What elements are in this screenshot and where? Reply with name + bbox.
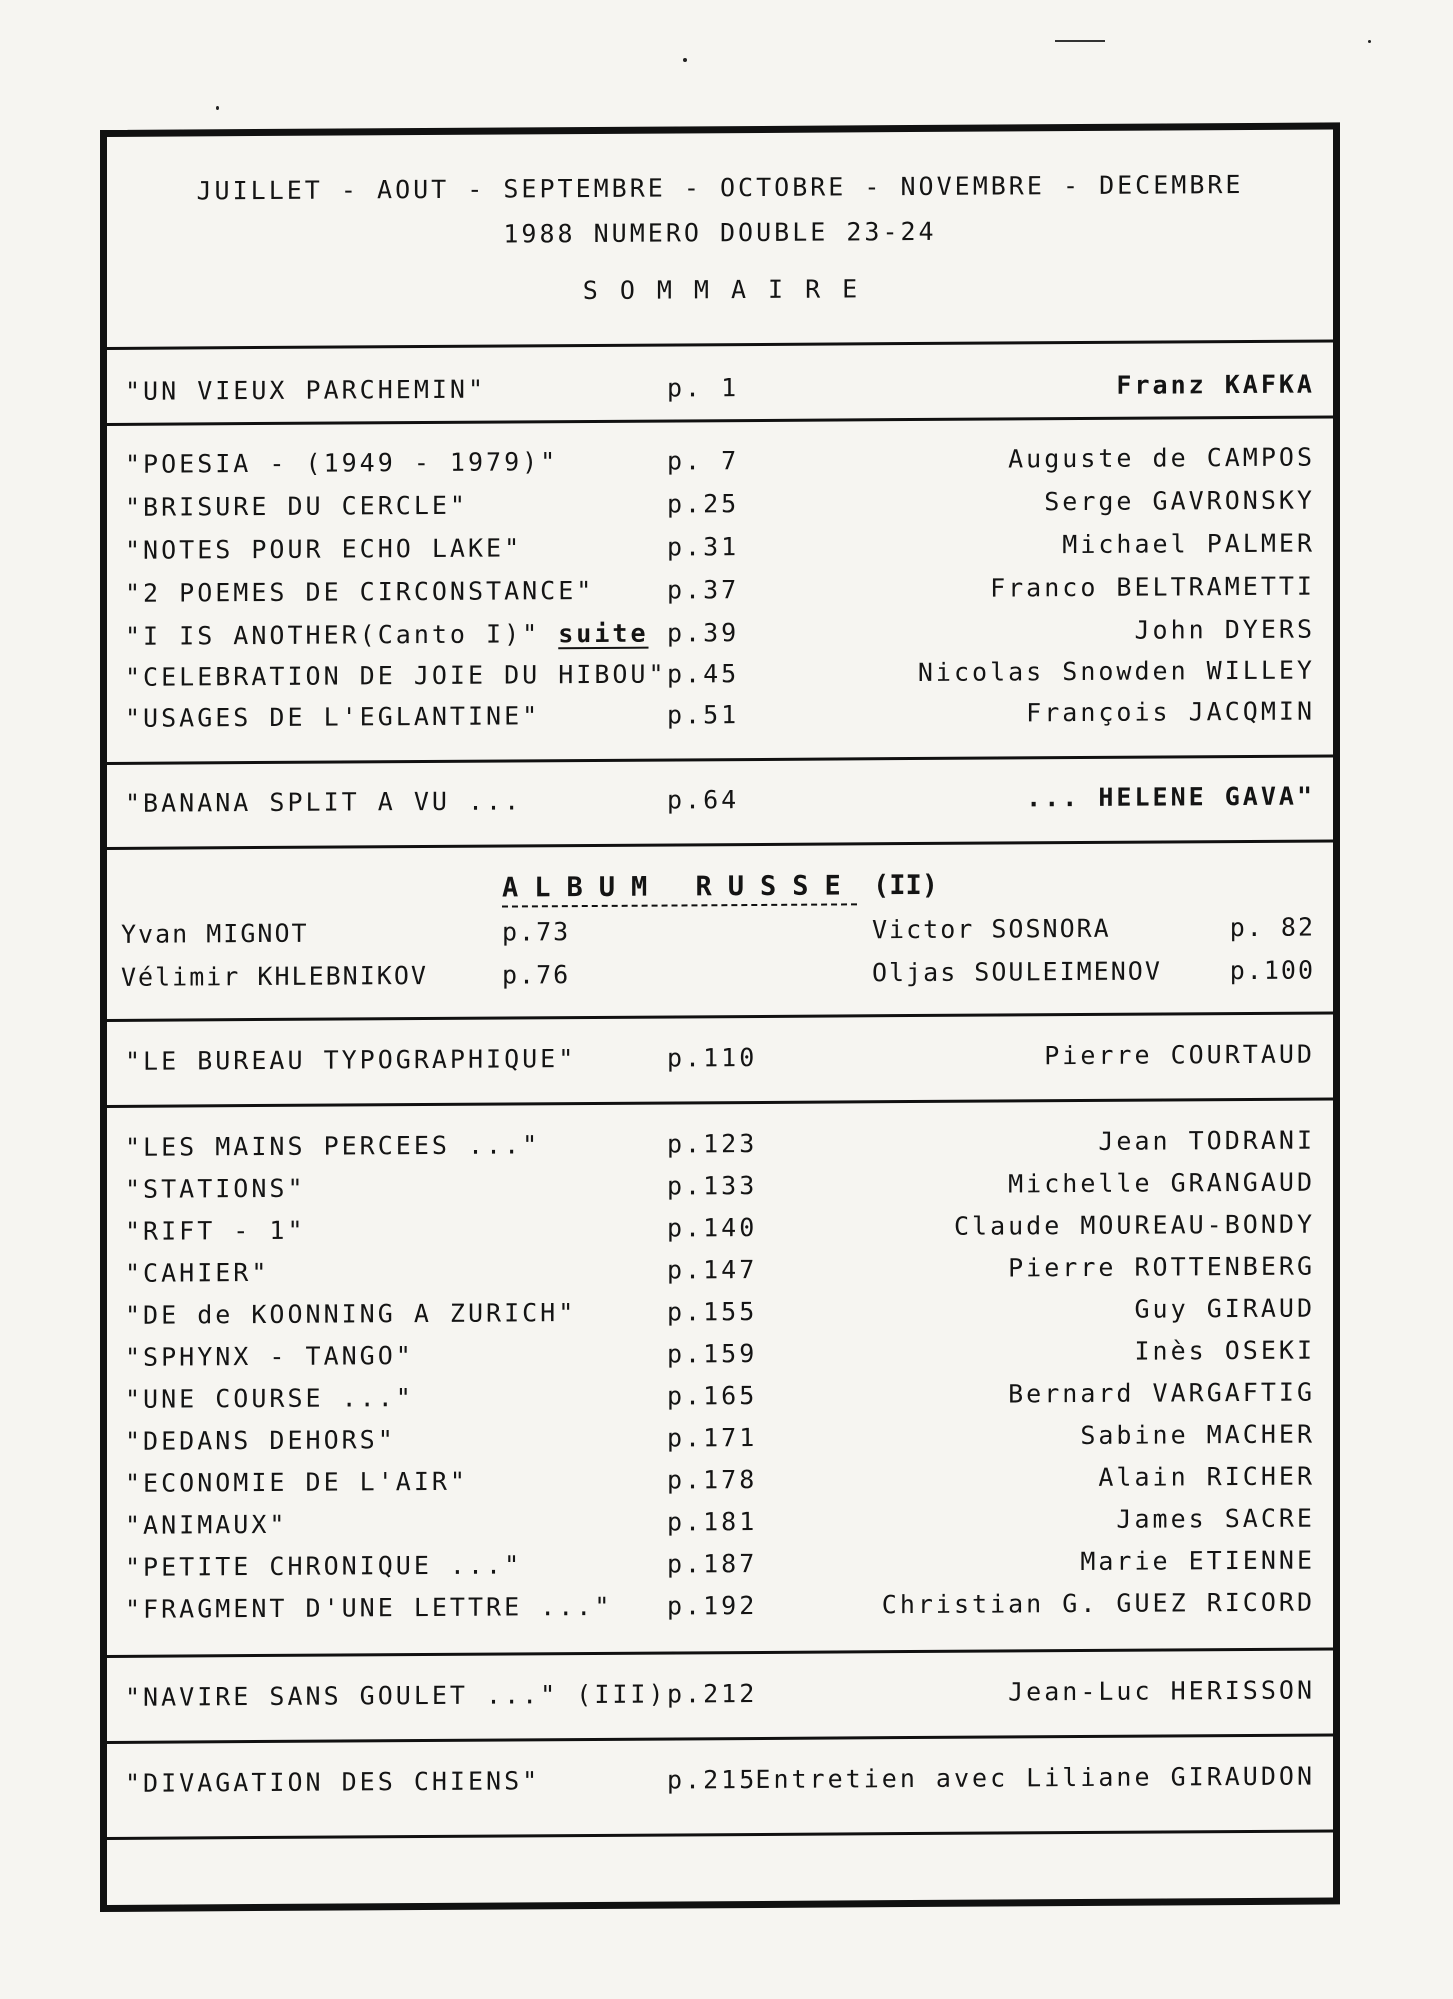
album-author: Oljas SOULEIMENOV [872, 956, 1162, 988]
entry-title: "POESIA - (1949 - 1979)" [125, 447, 559, 479]
entry-page: p.51 [667, 700, 740, 730]
divider [107, 1647, 1333, 1657]
toc-entry [107, 1587, 1333, 1628]
entry-page: p.31 [667, 532, 740, 562]
toc-entry [107, 1039, 1333, 1080]
entry-author: Christian G. GUEZ RICORD [881, 1587, 1315, 1620]
entry-page: p.155 [667, 1296, 758, 1327]
entry-author: Michael PALMER [1062, 528, 1315, 560]
toc-entry [107, 1761, 1333, 1802]
entry-author: Claude MOUREAU-BONDY [953, 1209, 1315, 1241]
entry-author: Franco BELTRAMETTI [990, 571, 1315, 603]
divider [107, 1733, 1333, 1743]
entry-title: "STATIONS" [125, 1173, 306, 1204]
toc-entry [107, 369, 1333, 410]
entry-title: "BANANA SPLIT A VU ... [125, 786, 523, 818]
ink-speck [216, 106, 219, 110]
sommaire-heading: SOMMAIRE [582, 274, 880, 306]
entry-page: p.133 [667, 1170, 758, 1201]
entry-author: James SACRE [1116, 1503, 1315, 1534]
entry-page: p. 1 [667, 373, 740, 403]
entry-page: p.215 [667, 1764, 758, 1795]
entry-page: p.45 [667, 659, 740, 689]
divider [107, 754, 1333, 764]
entry-title: "UNE COURSE ..." [125, 1383, 414, 1414]
entry-title: "NAVIRE SANS GOULET ..." (III) [125, 1679, 667, 1712]
entry-author: Alain RICHER [1098, 1461, 1315, 1492]
entry-page: p.64 [667, 785, 740, 815]
entry-title: "LES MAINS PERCEES ..." [125, 1130, 541, 1162]
entry-page: p.159 [667, 1338, 758, 1369]
toc-entry [107, 1377, 1333, 1418]
entry-author: Pierre COURTAUD [1044, 1039, 1315, 1071]
entry-author: ... HELENE GAVA" [1026, 781, 1315, 813]
entry-author: Pierre ROTTENBERG [1008, 1251, 1315, 1283]
entry-page: p.140 [667, 1212, 758, 1243]
entry-page: p.171 [667, 1422, 758, 1453]
toc-entry [107, 655, 1333, 696]
entry-author: Jean TODRANI [1098, 1125, 1315, 1156]
toc-entry [107, 1125, 1333, 1166]
entry-title: "CELEBRATION DE JOIE DU HIBOU" [125, 659, 667, 692]
toc-entry [107, 1209, 1333, 1250]
entry-author: Bernard VARGAFTIG [1008, 1377, 1315, 1409]
divider [107, 1097, 1333, 1107]
album-title: ALBUM RUSSE [502, 870, 857, 907]
entry-author: Inès OSEKI [1134, 1335, 1315, 1366]
entry-author: Serge GAVRONSKY [1044, 485, 1315, 517]
entry-page: p.178 [667, 1464, 758, 1495]
entry-author: Marie ETIENNE [1080, 1545, 1315, 1577]
ink-speck [1368, 40, 1371, 43]
toc-entry [107, 1293, 1333, 1334]
toc-entry [107, 1167, 1333, 1208]
entry-page: p.25 [667, 489, 740, 519]
toc-entry [107, 696, 1333, 737]
album-suffix: (II) [873, 869, 939, 902]
entry-author: Michelle GRANGAUD [1008, 1167, 1315, 1199]
divider [107, 1829, 1333, 1839]
entry-page: p.181 [667, 1506, 758, 1537]
entry-title: "BRISURE DU CERCLE" [125, 490, 468, 522]
entry-page: p.110 [667, 1042, 758, 1073]
entry-title: "ANIMAUX" [125, 1509, 288, 1540]
divider [107, 1011, 1333, 1021]
divider [107, 339, 1333, 349]
toc-entry [107, 1545, 1333, 1586]
entry-title: "CAHIER" [125, 1257, 270, 1288]
toc-entry [107, 1335, 1333, 1376]
months-line: JUILLET - AOUT - SEPTEMBRE - OCTOBRE - NOVEMBRE - DECEMBRE [196, 170, 1244, 206]
entry-title: "NOTES POUR ECHO LAKE" [125, 533, 523, 565]
toc-entry [107, 1251, 1333, 1292]
toc-entry [107, 1461, 1333, 1502]
entry-page: p.192 [667, 1590, 758, 1621]
entry-author: François JACQMIN [1026, 696, 1315, 728]
entry-title: "I IS ANOTHER(Canto I)" [125, 619, 541, 651]
entry-author: Entretien avec Liliane GIRAUDON [755, 1761, 1315, 1794]
toc-entry [107, 1503, 1333, 1544]
album-page: p.100 [1229, 955, 1315, 986]
divider [107, 415, 1333, 425]
album-author: Vélimir KHLEBNIKOV [121, 960, 428, 992]
album-page: p.76 [502, 960, 571, 990]
toc-entry [107, 442, 1333, 483]
toc-entry [107, 571, 1333, 612]
entry-page: p.123 [667, 1128, 758, 1159]
toc-entry [107, 1419, 1333, 1460]
entry-author: Franz KAFKA [1116, 369, 1315, 400]
divider [107, 839, 1333, 849]
entry-title: "DIVAGATION DES CHIENS" [125, 1766, 541, 1798]
entry-page: p.165 [667, 1380, 758, 1411]
entry-title-group [125, 619, 649, 651]
entry-title: "FRAGMENT D'UNE LETTRE ..." [125, 1591, 613, 1624]
toc-entry [107, 485, 1333, 526]
entry-page: p.147 [667, 1254, 758, 1285]
album-author: Yvan MIGNOT [121, 918, 309, 949]
ink-speck [683, 58, 687, 62]
entry-title: "UN VIEUX PARCHEMIN" [125, 374, 487, 406]
entry-page: p.212 [667, 1678, 758, 1709]
toc-entry [107, 1675, 1333, 1716]
entry-page: p.37 [667, 575, 740, 605]
album-heading [107, 867, 1333, 905]
entry-title: "LE BUREAU TYPOGRAPHIQUE" [125, 1044, 577, 1076]
entry-author: Nicolas Snowden WILLEY [917, 655, 1315, 688]
issue-line: 1988 NUMERO DOUBLE 23-24 [503, 216, 937, 249]
contents-frame [100, 122, 1340, 1912]
album-author: Victor SOSNORA [872, 913, 1111, 945]
album-page: p.73 [502, 917, 571, 947]
entry-title: "RIFT - 1" [125, 1215, 306, 1246]
entry-title: "SPHYNX - TANGO" [125, 1341, 414, 1372]
ink-mark [1055, 40, 1105, 42]
toc-entry [107, 614, 1333, 655]
entry-author: Auguste de CAMPOS [1008, 442, 1315, 474]
entry-page: p. 7 [667, 446, 740, 476]
album-page: p. 82 [1229, 912, 1315, 943]
entry-author: Guy GIRAUD [1134, 1293, 1315, 1324]
entry-title: "DEDANS DEHORS" [125, 1425, 396, 1456]
entry-author: Sabine MACHER [1080, 1419, 1315, 1451]
entry-author: John DYERS [1134, 614, 1315, 645]
entry-author: Jean-Luc HERISSON [1008, 1675, 1315, 1707]
entry-title: "USAGES DE L'EGLANTINE" [125, 701, 541, 733]
entry-title: "ECONOMIE DE L'AIR" [125, 1466, 468, 1498]
entry-page: p.39 [667, 618, 740, 648]
entry-title: "DE de KOONNING A ZURICH" [125, 1298, 577, 1330]
entry-title: "2 POEMES DE CIRCONSTANCE" [125, 575, 595, 608]
toc-entry [107, 781, 1333, 822]
suite-label: suite [558, 618, 649, 649]
entry-title: "PETITE CHRONIQUE ..." [125, 1550, 523, 1582]
entry-page: p.187 [667, 1548, 758, 1579]
toc-entry [107, 528, 1333, 569]
